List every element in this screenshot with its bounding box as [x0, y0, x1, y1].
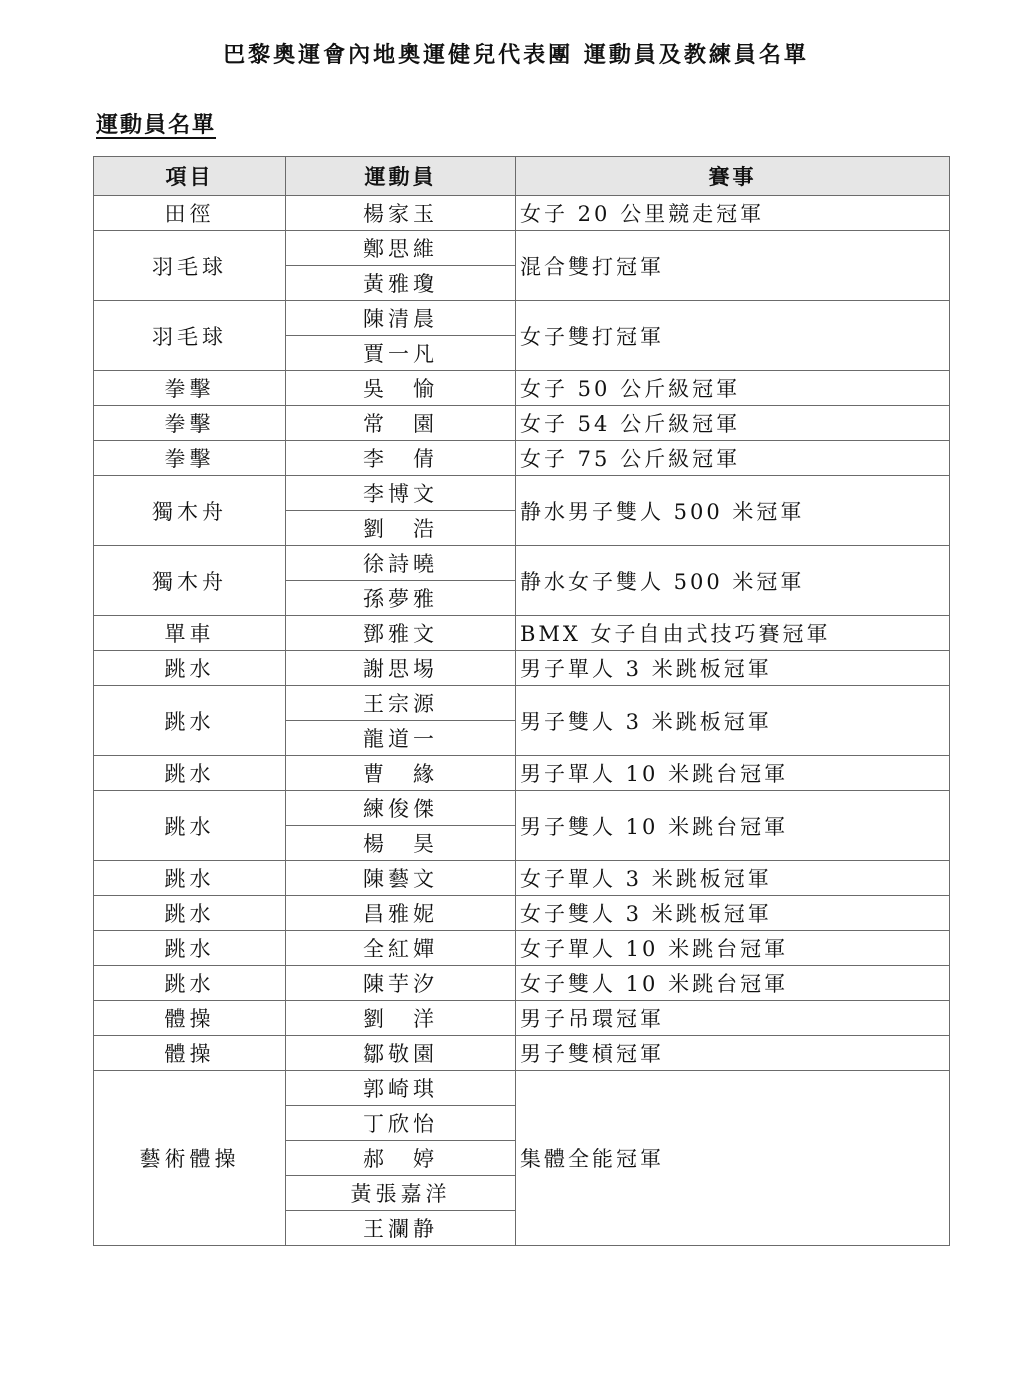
- section-heading: 運動員名單: [96, 113, 217, 138]
- table-row: [94, 756, 950, 791]
- event-cell: 集體全能冠軍: [516, 1071, 950, 1246]
- sport-cell: 獨木舟: [94, 546, 286, 616]
- sport-cell: 拳擊: [94, 406, 286, 441]
- table-row: [94, 686, 950, 721]
- table-header-row: [94, 157, 950, 196]
- table-row: [94, 651, 950, 686]
- athlete-cell: 黃雅瓊: [286, 266, 516, 301]
- athlete-cell: 李 倩: [286, 441, 516, 476]
- sport-cell: 單車: [94, 616, 286, 651]
- athlete-cell: 丁欣怡: [286, 1106, 516, 1141]
- event-cell: 男子雙人 10 米跳台冠軍: [516, 791, 950, 861]
- athlete-cell: 孫夢雅: [286, 581, 516, 616]
- athlete-cell: 楊 昊: [286, 826, 516, 861]
- athlete-cell: 曹 緣: [286, 756, 516, 791]
- event-cell: 女子單人 3 米跳板冠軍: [516, 861, 950, 896]
- sport-cell: 體操: [94, 1001, 286, 1036]
- table-row: [94, 406, 950, 441]
- sport-cell: 獨木舟: [94, 476, 286, 546]
- table-row: [94, 371, 950, 406]
- athlete-cell: 鄒敬園: [286, 1036, 516, 1071]
- table-row: [94, 546, 950, 581]
- sport-cell: 體操: [94, 1036, 286, 1071]
- athlete-cell: 李博文: [286, 476, 516, 511]
- athlete-cell: 昌雅妮: [286, 896, 516, 931]
- sport-cell: 藝術體操: [94, 1071, 286, 1246]
- table-row: [94, 616, 950, 651]
- table-row: [94, 441, 950, 476]
- sport-cell: 跳水: [94, 651, 286, 686]
- athlete-cell: 王宗源: [286, 686, 516, 721]
- sport-cell: 跳水: [94, 931, 286, 966]
- event-cell: BMX 女子自由式技巧賽冠軍: [516, 616, 950, 651]
- athlete-cell: 黃張嘉洋: [286, 1176, 516, 1211]
- athlete-cell: 楊家玉: [286, 196, 516, 231]
- athlete-cell: 郭崎琪: [286, 1071, 516, 1106]
- athlete-cell: 鄭思維: [286, 231, 516, 266]
- table-row: [94, 1036, 950, 1071]
- sport-cell: 跳水: [94, 966, 286, 1001]
- event-cell: 混合雙打冠軍: [516, 231, 950, 301]
- athlete-cell: 陳藝文: [286, 861, 516, 896]
- athlete-table: [93, 156, 950, 1246]
- event-cell: 女子雙打冠軍: [516, 301, 950, 371]
- header-event: 賽事: [516, 157, 950, 196]
- table-row: [94, 1071, 950, 1106]
- event-cell: 女子 50 公斤級冠軍: [516, 371, 950, 406]
- event-cell: 静水女子雙人 500 米冠軍: [516, 546, 950, 616]
- athlete-cell: 劉 洋: [286, 1001, 516, 1036]
- event-cell: 女子 20 公里競走冠軍: [516, 196, 950, 231]
- sport-cell: 跳水: [94, 686, 286, 756]
- athlete-cell: 郝 婷: [286, 1141, 516, 1176]
- table-row: [94, 1001, 950, 1036]
- event-cell: 女子 54 公斤級冠軍: [516, 406, 950, 441]
- athlete-cell: 鄧雅文: [286, 616, 516, 651]
- athlete-cell: 陳清晨: [286, 301, 516, 336]
- event-cell: 女子單人 10 米跳台冠軍: [516, 931, 950, 966]
- event-cell: 静水男子雙人 500 米冠軍: [516, 476, 950, 546]
- table-row: [94, 231, 950, 266]
- athlete-cell: 常 園: [286, 406, 516, 441]
- document-title: 巴黎奧運會內地奧運健兒代表團 運動員及教練員名單: [223, 43, 809, 68]
- header-sport: 項目: [94, 157, 286, 196]
- sport-cell: 拳擊: [94, 441, 286, 476]
- athlete-cell: 全紅嬋: [286, 931, 516, 966]
- table-row: [94, 791, 950, 826]
- event-cell: 女子雙人 10 米跳台冠軍: [516, 966, 950, 1001]
- table-row: [94, 476, 950, 511]
- table-row: [94, 196, 950, 231]
- athlete-cell: 龍道一: [286, 721, 516, 756]
- athlete-cell: 練俊傑: [286, 791, 516, 826]
- athlete-cell: 吳 愉: [286, 371, 516, 406]
- event-cell: 男子單人 3 米跳板冠軍: [516, 651, 950, 686]
- table-row: [94, 301, 950, 336]
- event-cell: 男子單人 10 米跳台冠軍: [516, 756, 950, 791]
- athlete-cell: 劉 浩: [286, 511, 516, 546]
- header-athlete: 運動員: [286, 157, 516, 196]
- table-row: [94, 931, 950, 966]
- event-cell: 女子 75 公斤級冠軍: [516, 441, 950, 476]
- event-cell: 男子吊環冠軍: [516, 1001, 950, 1036]
- sport-cell: 羽毛球: [94, 301, 286, 371]
- sport-cell: 田徑: [94, 196, 286, 231]
- sport-cell: 跳水: [94, 756, 286, 791]
- athlete-cell: 王瀾静: [286, 1211, 516, 1246]
- table-row: [94, 861, 950, 896]
- event-cell: 男子雙人 3 米跳板冠軍: [516, 686, 950, 756]
- event-cell: 男子雙槓冠軍: [516, 1036, 950, 1071]
- athlete-cell: 陳芋汐: [286, 966, 516, 1001]
- athlete-cell: 徐詩曉: [286, 546, 516, 581]
- sport-cell: 跳水: [94, 791, 286, 861]
- sport-cell: 跳水: [94, 896, 286, 931]
- athlete-cell: 謝思埸: [286, 651, 516, 686]
- sport-cell: 拳擊: [94, 371, 286, 406]
- athlete-cell: 賈一凡: [286, 336, 516, 371]
- event-cell: 女子雙人 3 米跳板冠軍: [516, 896, 950, 931]
- sport-cell: 羽毛球: [94, 231, 286, 301]
- sport-cell: 跳水: [94, 861, 286, 896]
